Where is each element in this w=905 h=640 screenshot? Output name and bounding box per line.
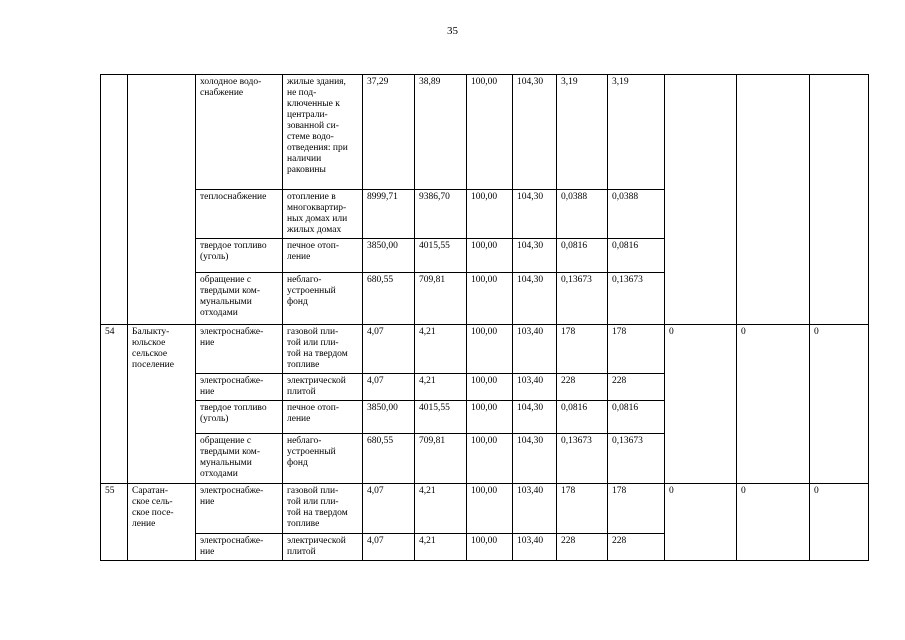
object-cell: печное отоп- ление [283,401,363,434]
value-cell: 100,00 [467,190,513,239]
value-cell: 104,30 [513,401,557,434]
object-cell: газовой пли- той или пли- той на твердом топливе [283,484,363,534]
extra-cell [737,75,810,325]
table-row [101,484,869,534]
service-cell: твердое топливо (уголь) [196,401,283,434]
value-cell: 4,07 [363,484,415,534]
service-cell: электроснабже- ние [196,484,283,534]
value-cell: 178 [608,484,665,534]
settlement-name: Балыкту- юльское сельское поселение [128,325,196,484]
value-cell: 103,40 [513,374,557,401]
value-cell: 709,81 [415,434,467,484]
service-cell: электроснабже- ние [196,534,283,561]
settlement-name: Саратан- ское сель- ское посе- ление [128,484,196,561]
object-cell: неблаго- устроенный фонд [283,434,363,484]
value-cell: 100,00 [467,401,513,434]
service-cell: обращение с твердыми ком- мунальными отходами [196,434,283,484]
extra-value: 0 [737,325,810,484]
value-cell: 104,30 [513,190,557,239]
value-cell: 103,40 [513,325,557,374]
value-cell: 709,81 [415,273,467,325]
value-cell: 178 [608,325,665,374]
value-cell: 0,0816 [557,239,608,273]
value-cell: 103,40 [513,534,557,561]
value-cell: 104,30 [513,75,557,190]
value-cell: 0,13673 [608,273,665,325]
value-cell: 0,0388 [608,190,665,239]
service-cell: теплоснабжение [196,190,283,239]
row-number: 54 [101,325,128,484]
value-cell: 100,00 [467,374,513,401]
object-cell: отопление в многоквартир- ных домах или жилых домах [283,190,363,239]
service-cell: электроснабже- ние [196,374,283,401]
value-cell: 228 [557,534,608,561]
value-cell: 4,07 [363,534,415,561]
object-cell: неблаго- устроенный фонд [283,273,363,325]
extra-cell [665,75,737,325]
value-cell: 100,00 [467,273,513,325]
extra-value: 0 [810,325,869,484]
object-cell: газовой пли- той или пли- той на твердом топливе [283,325,363,374]
value-cell: 4,07 [363,325,415,374]
value-cell: 3,19 [557,75,608,190]
value-cell: 0,0816 [557,401,608,434]
value-cell: 100,00 [467,434,513,484]
object-cell: жилые здания, не под- ключенные к централи- зованной си- стеме водо- отведения: при наличии раковины [283,75,363,190]
value-cell: 0,13673 [557,434,608,484]
settlement-cell [128,75,196,325]
value-cell: 3850,00 [363,401,415,434]
value-cell: 9386,70 [415,190,467,239]
value-cell: 4015,55 [415,239,467,273]
object-cell: электрической плитой [283,534,363,561]
value-cell: 0,0816 [608,239,665,273]
value-cell: 680,55 [363,434,415,484]
service-cell: электроснабже- ние [196,325,283,374]
value-cell: 8999,71 [363,190,415,239]
value-cell: 680,55 [363,273,415,325]
object-cell: электрической плитой [283,374,363,401]
extra-cell [810,75,869,325]
value-cell: 100,00 [467,484,513,534]
row-number: 55 [101,484,128,561]
value-cell: 4,21 [415,484,467,534]
value-cell: 3,19 [608,75,665,190]
value-cell: 38,89 [415,75,467,190]
value-cell: 4015,55 [415,401,467,434]
service-cell: обращение с твердыми ком- мунальными отходами [196,273,283,325]
service-cell: холодное водо- снабжение [196,75,283,190]
value-cell: 3850,00 [363,239,415,273]
value-cell: 0,0388 [557,190,608,239]
extra-value: 0 [810,484,869,561]
value-cell: 0,0816 [608,401,665,434]
value-cell: 100,00 [467,534,513,561]
value-cell: 0,13673 [557,273,608,325]
value-cell: 178 [557,325,608,374]
value-cell: 104,30 [513,239,557,273]
value-cell: 100,00 [467,75,513,190]
value-cell: 228 [608,374,665,401]
page-number: 35 [447,25,458,37]
extra-value: 0 [665,484,737,561]
extra-value: 0 [665,325,737,484]
table-row [101,325,869,374]
value-cell: 4,21 [415,534,467,561]
value-cell: 0,13673 [608,434,665,484]
value-cell: 104,30 [513,273,557,325]
value-cell: 103,40 [513,484,557,534]
object-cell: печное отоп- ление [283,239,363,273]
value-cell: 100,00 [467,325,513,374]
value-cell: 4,21 [415,325,467,374]
number-cell [101,75,128,325]
service-cell: твердое топливо (уголь) [196,239,283,273]
value-cell: 100,00 [467,239,513,273]
tariff-table [100,74,869,561]
value-cell: 4,07 [363,374,415,401]
value-cell: 228 [608,534,665,561]
value-cell: 37,29 [363,75,415,190]
extra-value: 0 [737,484,810,561]
value-cell: 178 [557,484,608,534]
table-row [101,75,869,190]
value-cell: 104,30 [513,434,557,484]
value-cell: 4,21 [415,374,467,401]
value-cell: 228 [557,374,608,401]
